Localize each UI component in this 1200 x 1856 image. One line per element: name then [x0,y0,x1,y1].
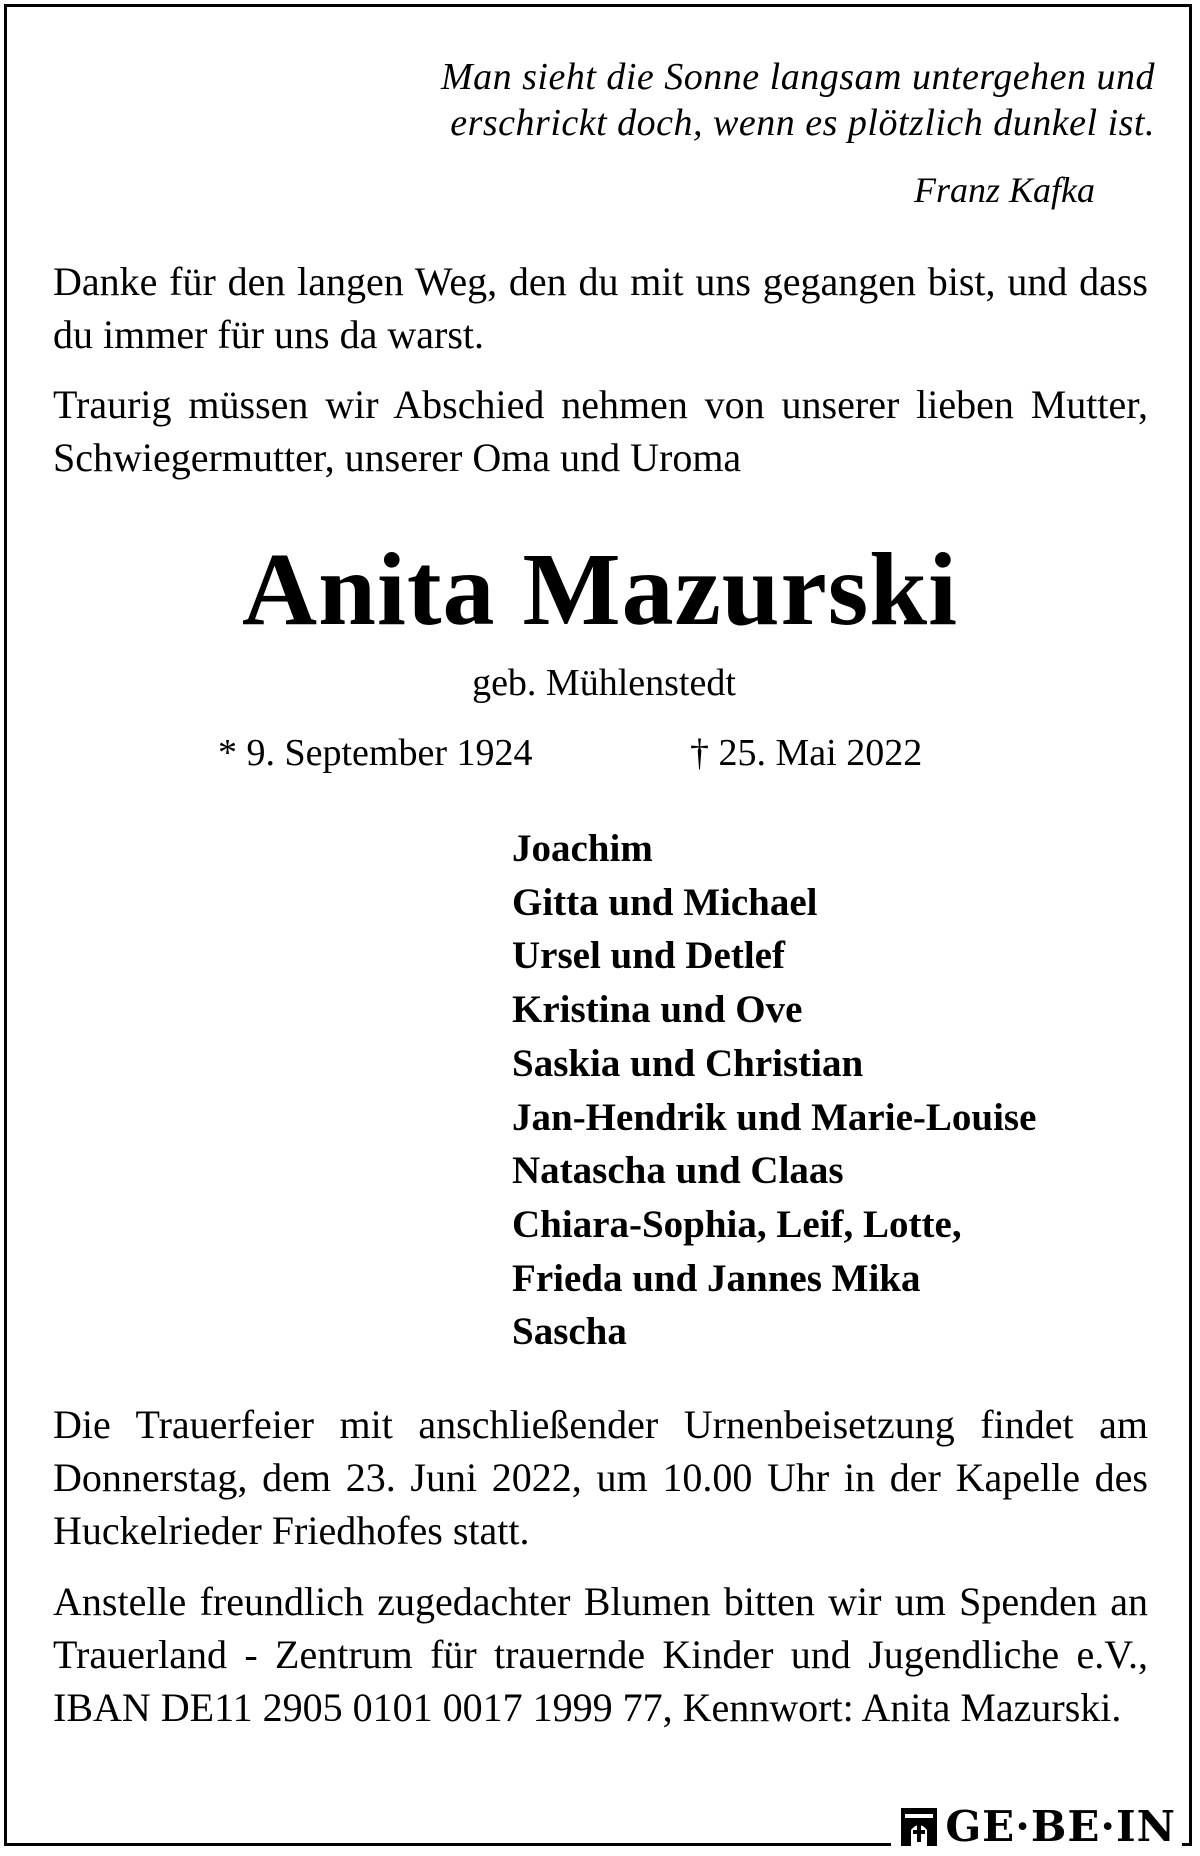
quote-line-1: Man sieht die Sonne langsam untergehen und [440,56,1155,98]
family-member: Natascha und Claas [512,1149,844,1193]
donation-info [53,1575,1148,1734]
family-member: Frieda und Jannes Mika [512,1256,921,1300]
family-member: Kristina und Ove [512,988,803,1032]
family-member: Saskia und Christian [512,1041,864,1085]
intro-farewell [53,378,1148,484]
death-date: † 25. Mai 2022 [690,732,923,774]
family-member: Ursel und Detlef [512,934,785,978]
family-member: Sascha [512,1310,627,1354]
quote-author: Franz Kafka [913,170,1095,210]
kafka-quote [300,54,1155,146]
family-list [512,822,1036,1359]
intro-farewell-text: Traurig müssen wir Abschied nehmen von unserer lieben Mutter, Schwiegermutter, unserer Oma und Uroma [53,382,1148,480]
intro-thanks-text: Danke für den langen Weg, den du mit uns gegangen bist, und dass du immer für uns da warst. [53,259,1148,357]
birth-date: * 9. September 1924 [218,732,533,774]
publisher-logo [891,1802,1182,1852]
family-member: Gitta und Michael [512,880,818,924]
service-info-text: Die Trauerfeier mit anschließender Urnenbeisetzung findet am Donnerstag, dem 23. Juni 2022, um 10.00 Uhr in der Kapelle des Huckelrieder Friedhofes statt. [53,1402,1148,1553]
quote-line-2: erschrickt doch, wenn es plötzlich dunkel ist. [450,102,1155,144]
family-member: Jan-Hendrik und Marie-Louise [512,1095,1037,1139]
family-member: Chiara-Sophia, Leif, Lotte, [512,1202,962,1246]
birth-name: geb. Mühlenstedt [472,662,736,704]
gebein-logo-mark-icon [899,1806,939,1848]
donation-info-text: Anstelle freundlich zugedachter Blumen bitten wir um Spenden an Trauerland - Zentrum für trauernde Kinder und Jugendliche e.V., IBAN DE11 2905 0101 0017 1999 77, Kennwort: Anita Mazurski. [53,1579,1148,1730]
family-member: Joachim [512,827,653,870]
deceased-name: Anita Mazurski [242,532,958,647]
intro-thanks [53,255,1148,361]
logo-text: GE·BE·IN [945,1802,1176,1851]
service-info [53,1398,1148,1557]
